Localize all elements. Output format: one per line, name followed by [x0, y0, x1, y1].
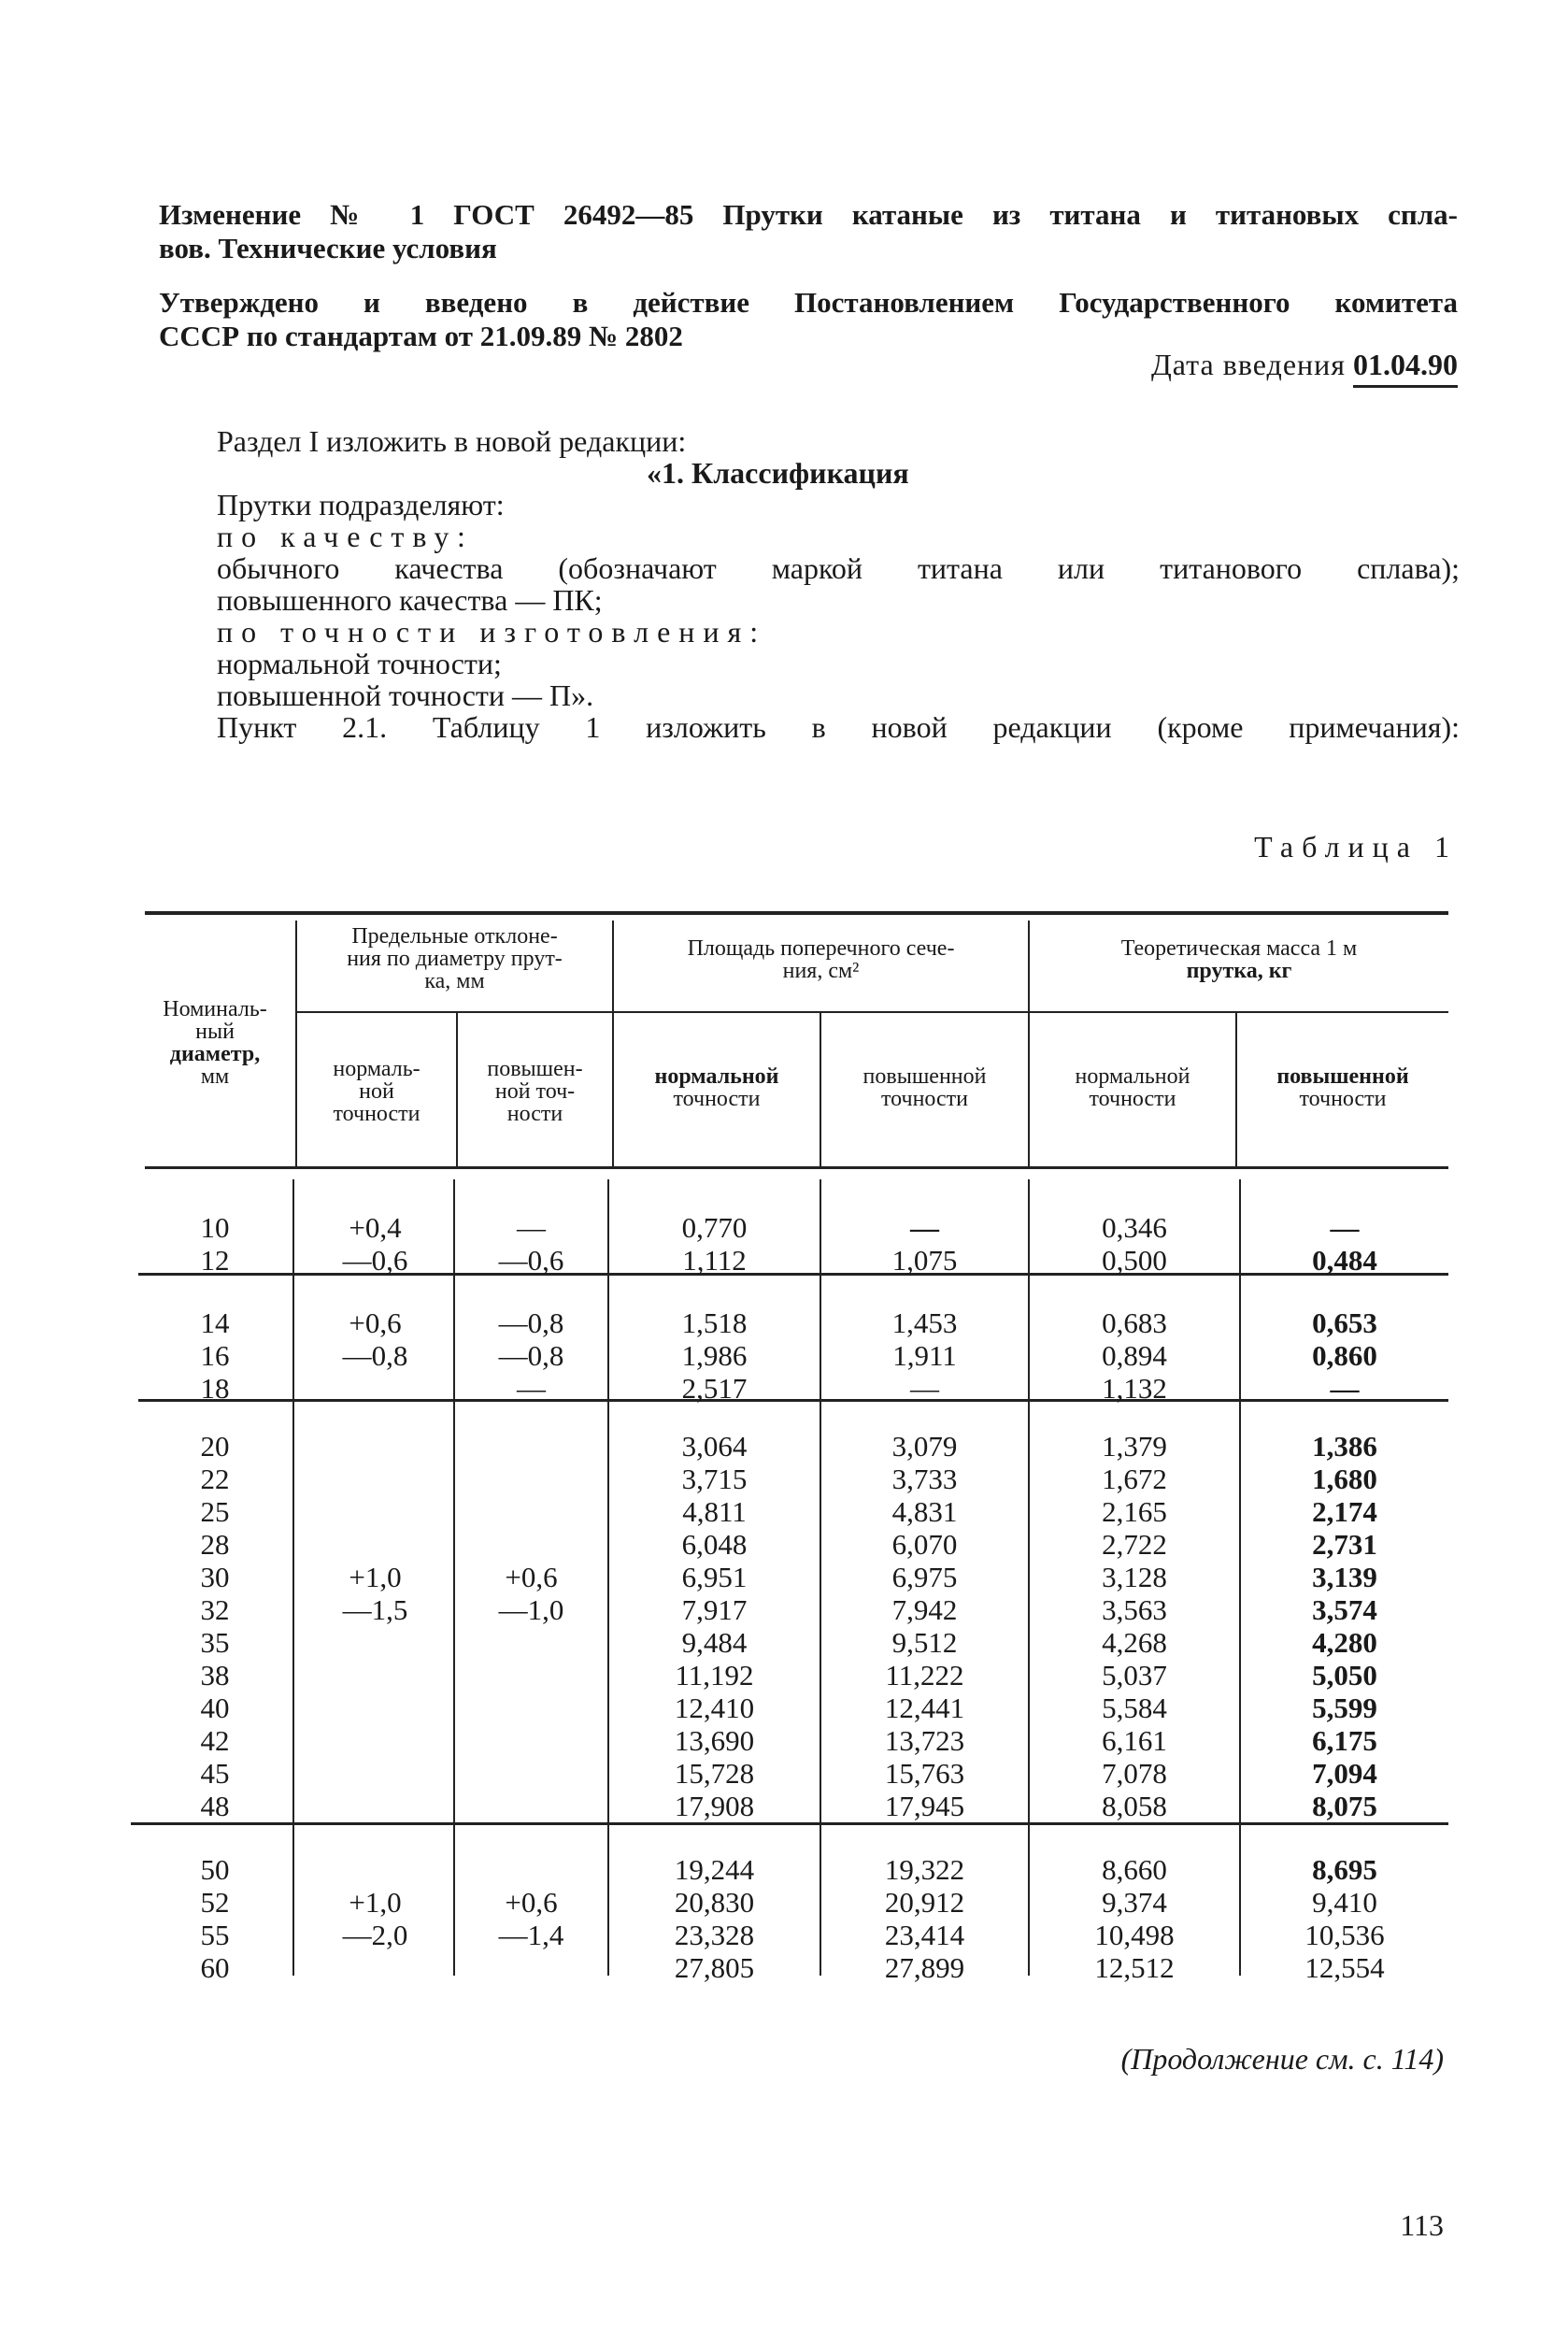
amendment-title — [159, 198, 1458, 265]
table-cell: 15,728 — [674, 1757, 755, 1790]
table-cell: 5,584 — [1102, 1692, 1167, 1724]
table-cell: +1,0 — [349, 1886, 402, 1919]
table-cell: —0,6 — [498, 1244, 564, 1277]
table-cell: 1,075 — [891, 1244, 958, 1277]
table-cell: 12 — [200, 1244, 230, 1277]
table-cell: 9,484 — [681, 1626, 748, 1659]
header-deviation-l3: ка, мм — [424, 969, 485, 993]
table-cell: 40 — [200, 1692, 230, 1724]
g1-dev-normal — [297, 1211, 453, 1277]
table-cell: —2,0 — [342, 1919, 408, 1951]
table-cell: +1,0 — [349, 1561, 402, 1593]
table-cell: 23,414 — [884, 1919, 965, 1951]
table-cell: 6,070 — [891, 1528, 958, 1561]
table-cell: 14 — [200, 1306, 230, 1339]
table-cell: —0,6 — [342, 1244, 408, 1277]
table-cell: 5,037 — [1102, 1659, 1167, 1692]
g1-mass-normal — [1030, 1211, 1239, 1277]
table-cell: 60 — [200, 1951, 230, 1984]
table-cell: 11,192 — [675, 1659, 754, 1692]
table-cell: 28 — [200, 1528, 230, 1561]
table-cell: 10,536 — [1304, 1919, 1385, 1951]
table-cell: 3,563 — [1102, 1593, 1167, 1626]
header-dev-normal-l1: нормаль- — [333, 1057, 421, 1081]
g2-mass-normal — [1030, 1306, 1239, 1405]
table-cell: 12,512 — [1094, 1951, 1175, 1984]
header-dev-normal-l2: ной — [359, 1079, 394, 1104]
table-cell: 27,805 — [674, 1951, 755, 1984]
header-mid-rule — [297, 1011, 1448, 1013]
intro-date — [1028, 348, 1458, 382]
g2-area-normal — [609, 1306, 820, 1405]
header-mass-l1: Теоретическая масса 1 м — [1120, 936, 1358, 961]
table-cell: 2,731 — [1312, 1528, 1377, 1561]
table-cell: 7,942 — [891, 1593, 958, 1626]
table-cell: —0,8 — [498, 1306, 564, 1339]
g2-diam — [140, 1306, 290, 1405]
header-mass-normal-l1: нормальной — [1075, 1064, 1190, 1089]
table-cell: —1,4 — [498, 1919, 564, 1951]
table-cell: 0,894 — [1102, 1339, 1167, 1372]
table-cell: +0,6 — [505, 1886, 558, 1919]
table-cell: 17,908 — [674, 1790, 755, 1822]
high-quality-line: повышенного качества — ПК; — [217, 583, 603, 617]
table-caption: Таблица 1 — [1254, 830, 1458, 864]
table-cell: 3,715 — [681, 1463, 748, 1495]
table-cell: 3,574 — [1312, 1593, 1377, 1626]
table-cell: 6,048 — [681, 1528, 748, 1561]
table-cell: 1,453 — [891, 1306, 958, 1339]
by-quality-line: по качеству: — [217, 520, 474, 553]
table-cell: 5,050 — [1312, 1659, 1377, 1692]
g1-mass-high — [1241, 1211, 1448, 1277]
table-cell: —0,8 — [342, 1339, 408, 1372]
table-cell: 9,512 — [891, 1626, 958, 1659]
header-deviation-l1: Предельные отклоне- — [351, 924, 558, 949]
g1-area-high — [821, 1211, 1028, 1277]
g3-area-normal — [609, 1430, 820, 1822]
intro-date-value: 01.04.90 — [1353, 348, 1458, 388]
table-cell: 15,763 — [884, 1757, 965, 1790]
table-cell: 35 — [200, 1626, 230, 1659]
normal-precision-line: нормальной точности; — [217, 647, 502, 680]
table-cell: 11,222 — [885, 1659, 964, 1692]
table-cell: 38 — [200, 1659, 230, 1692]
table-cell: 0,484 — [1312, 1244, 1377, 1277]
header-bottom-rule — [145, 1166, 1448, 1169]
header-area-group — [614, 937, 1028, 982]
table-cell: 23,328 — [674, 1919, 755, 1951]
g2-dev-normal — [297, 1306, 453, 1372]
table-cell: 1,672 — [1102, 1463, 1167, 1495]
intro-date-label: Дата введения — [1150, 348, 1346, 381]
table-cell: 16 — [200, 1339, 230, 1372]
table-cell: 2,165 — [1102, 1495, 1167, 1528]
table-cell: 42 — [200, 1724, 230, 1757]
g4-diam — [140, 1853, 290, 1984]
table-cell: 13,690 — [674, 1724, 755, 1757]
table-cell: 3,079 — [891, 1430, 958, 1463]
table-cell: 0,653 — [1312, 1306, 1377, 1339]
g3-dev-normal — [297, 1561, 453, 1626]
header-dev-high-l3: ности — [506, 1102, 563, 1126]
table-cell: 22 — [200, 1463, 230, 1495]
by-precision-line: по точности изготовления: — [217, 615, 767, 649]
table-cell: 4,831 — [891, 1495, 958, 1528]
table-top-rule — [145, 911, 1448, 915]
table-cell: 32 — [200, 1593, 230, 1626]
table-cell: 8,660 — [1102, 1853, 1167, 1886]
table-cell: 0,346 — [1102, 1211, 1167, 1244]
table-cell: 3,733 — [891, 1463, 958, 1495]
g3-mass-high — [1241, 1430, 1448, 1822]
table-cell: —1,5 — [342, 1593, 408, 1626]
header-diameter-l2: ный — [195, 1020, 235, 1044]
approval-line-1: Утверждено и введено в действие Постановлением Государственного комитета — [159, 286, 1458, 319]
section-intro: Раздел I изложить в новой редакции: — [217, 424, 687, 458]
table-cell: — — [517, 1211, 546, 1244]
table-cell: 20,912 — [884, 1886, 965, 1919]
table-cell: — — [517, 1372, 546, 1405]
header-area-normal-l2: точности — [673, 1087, 761, 1111]
table-cell: 7,917 — [681, 1593, 748, 1626]
table-cell: 1,911 — [892, 1339, 957, 1372]
header-area-high — [821, 1065, 1028, 1110]
table-cell: 3,139 — [1312, 1561, 1377, 1593]
table-cell: 13,723 — [884, 1724, 965, 1757]
page-number: 113 — [1400, 2208, 1444, 2242]
table-cell: 10 — [200, 1211, 230, 1244]
table-cell: 20 — [200, 1430, 230, 1463]
body-text — [217, 425, 1460, 743]
g1-area-normal — [609, 1211, 820, 1277]
table-cell: 19,322 — [884, 1853, 965, 1886]
header-diameter-l1: Номиналь- — [163, 997, 267, 1021]
table-cell: 12,441 — [884, 1692, 965, 1724]
clause-line: Пункт 2.1. Таблицу 1 изложить в новой редакции (кроме примечания): — [217, 710, 1460, 744]
g1-dev-high — [455, 1211, 607, 1277]
header-mass-group — [1030, 937, 1448, 982]
header-mass-high-l1: повышенной — [1276, 1064, 1409, 1089]
g3-dev-high — [455, 1561, 607, 1626]
table-cell: — — [1330, 1211, 1360, 1244]
approval-line-2: СССР по стандартам от 21.09.89 № 2802 — [159, 320, 683, 352]
table-cell: 6,161 — [1102, 1724, 1167, 1757]
g4-mass-normal — [1030, 1853, 1239, 1984]
header-mass-high — [1237, 1065, 1448, 1110]
table-cell: 4,268 — [1102, 1626, 1167, 1659]
header-area-high-l1: повышенной — [862, 1064, 987, 1089]
table-cell: 17,945 — [884, 1790, 965, 1822]
amendment-line-2: вов. Технические условия — [159, 232, 497, 264]
table-cell: 1,518 — [681, 1306, 748, 1339]
table-cell: 5,599 — [1312, 1692, 1377, 1724]
table-cell: 2,174 — [1312, 1495, 1377, 1528]
header-area-l2: ния, см² — [782, 959, 860, 983]
table-cell: 2,722 — [1102, 1528, 1167, 1561]
table-cell: 8,075 — [1312, 1790, 1377, 1822]
table-cell: —0,8 — [498, 1339, 564, 1372]
g2-area-high — [821, 1306, 1028, 1405]
header-area-l1: Площадь поперечного сече- — [687, 936, 955, 961]
header-area-normal — [614, 1065, 820, 1110]
header-dev-normal — [297, 1058, 456, 1125]
divided-line: Прутки подразделяют: — [217, 488, 505, 521]
group-rule-3 — [131, 1822, 1448, 1825]
table-cell: 0,500 — [1102, 1244, 1167, 1277]
header-deviation-l2: ния по диаметру прут- — [347, 947, 563, 971]
table-cell: — — [910, 1211, 939, 1244]
table-cell: —1,0 — [498, 1593, 564, 1626]
table-cell: 30 — [200, 1561, 230, 1593]
table-cell: +0,4 — [349, 1211, 402, 1244]
table-cell: 12,554 — [1304, 1951, 1385, 1984]
g3-diam — [140, 1430, 290, 1822]
table-cell: 12,410 — [674, 1692, 755, 1724]
g4-dev-normal — [297, 1886, 453, 1951]
table-cell: 3,128 — [1102, 1561, 1167, 1593]
table-cell: 19,244 — [674, 1853, 755, 1886]
table-cell: 18 — [200, 1372, 230, 1405]
table-cell: 2,517 — [681, 1372, 748, 1405]
header-dev-high — [458, 1058, 612, 1125]
classification-title: «1. Классификация — [647, 456, 909, 490]
table-cell: 1,132 — [1102, 1372, 1167, 1405]
g1-diam — [140, 1211, 290, 1277]
body-col-line-1 — [292, 1179, 294, 1976]
table-cell: 25 — [200, 1495, 230, 1528]
header-mass-high-l2: точности — [1299, 1087, 1387, 1111]
table-cell: 1,680 — [1312, 1463, 1377, 1495]
table-cell: 9,410 — [1312, 1886, 1377, 1919]
approval-note — [159, 286, 1458, 353]
table-cell: 3,064 — [681, 1430, 748, 1463]
table-cell: 55 — [200, 1919, 230, 1951]
table-cell: 1,986 — [681, 1339, 748, 1372]
table-cell: 7,078 — [1102, 1757, 1167, 1790]
header-dev-high-l2: ной точ- — [494, 1079, 576, 1104]
table-cell: 1,386 — [1312, 1430, 1377, 1463]
header-dev-normal-l3: точности — [333, 1102, 421, 1126]
table-cell: 0,770 — [681, 1211, 748, 1244]
table-cell: 27,899 — [884, 1951, 965, 1984]
g2-dev-high — [455, 1306, 607, 1405]
header-diameter-l3: диаметр, — [169, 1042, 261, 1066]
header-mass-normal — [1030, 1065, 1235, 1110]
table-cell: 6,975 — [891, 1561, 958, 1593]
table-cell: 1,379 — [1102, 1430, 1167, 1463]
table-cell: 20,830 — [674, 1886, 755, 1919]
header-dev-high-l1: повышен- — [487, 1057, 583, 1081]
table-cell: 0,683 — [1102, 1306, 1167, 1339]
g4-dev-high — [455, 1886, 607, 1951]
table-cell: — — [1330, 1372, 1360, 1405]
table-cell: 4,811 — [682, 1495, 747, 1528]
g4-mass-high — [1241, 1853, 1448, 1984]
header-mass-l2: прутка, кг — [1186, 959, 1292, 983]
table-cell: 8,058 — [1102, 1790, 1167, 1822]
header-diameter — [140, 998, 290, 1088]
table-cell: +0,6 — [505, 1561, 558, 1593]
table-cell: 6,951 — [681, 1561, 748, 1593]
table-cell: 0,860 — [1312, 1339, 1377, 1372]
table-cell: 4,280 — [1312, 1626, 1377, 1659]
g3-area-high — [821, 1430, 1028, 1822]
table-cell: — — [910, 1372, 939, 1405]
g4-area-high — [821, 1853, 1028, 1984]
table-cell: +0,6 — [349, 1306, 402, 1339]
table-cell: 52 — [200, 1886, 230, 1919]
header-area-high-l2: точности — [880, 1087, 969, 1111]
header-diameter-l4: мм — [200, 1064, 230, 1089]
table-cell: 9,374 — [1102, 1886, 1167, 1919]
high-precision-line: повышенной точности — П». — [217, 678, 594, 712]
header-mass-normal-l2: точности — [1089, 1087, 1176, 1111]
table-cell: 1,112 — [682, 1244, 747, 1277]
table-cell: 50 — [200, 1853, 230, 1886]
g3-mass-normal — [1030, 1430, 1239, 1822]
table-cell: 7,094 — [1312, 1757, 1377, 1790]
continuation-note: (Продолжение см. с. 114) — [1120, 2042, 1444, 2076]
table-cell: 48 — [200, 1790, 230, 1822]
header-deviation-group — [297, 925, 612, 992]
regular-quality-line: обычного качества (обозначают маркой титана или титанового сплава); — [217, 551, 1460, 585]
g2-mass-high — [1241, 1306, 1448, 1405]
table-cell: 8,695 — [1312, 1853, 1377, 1886]
g4-area-normal — [609, 1853, 820, 1984]
header-area-normal-l1: нормальной — [654, 1064, 779, 1089]
table-cell: 45 — [200, 1757, 230, 1790]
table-cell: 10,498 — [1094, 1919, 1175, 1951]
table-cell: 6,175 — [1312, 1724, 1377, 1757]
amendment-line-1: Изменение № 1 ГОСТ 26492—85 Прутки катаные из титана и титановых спла- — [159, 198, 1458, 231]
